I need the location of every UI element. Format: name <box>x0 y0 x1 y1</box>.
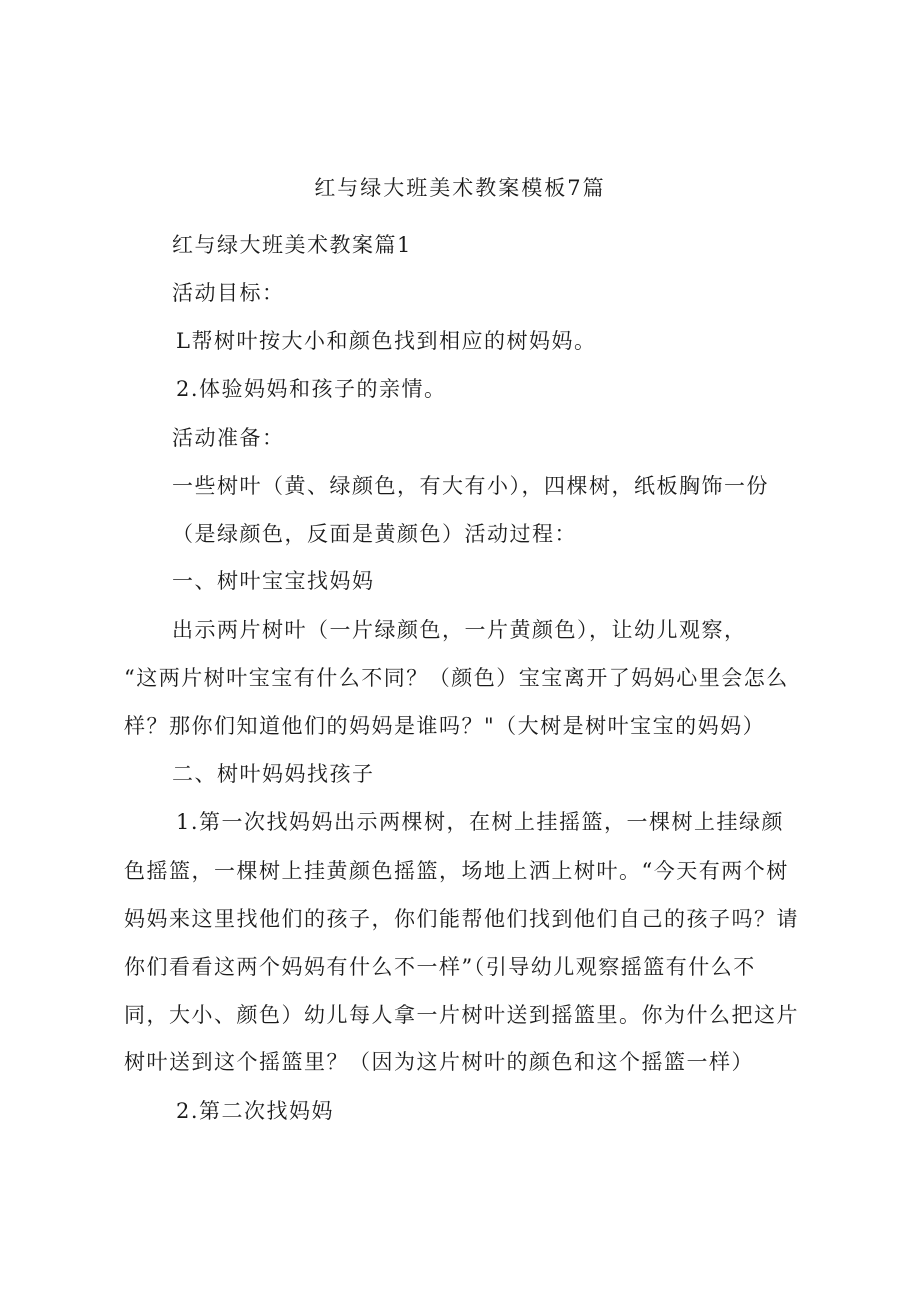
paragraph-line: L帮树叶按大小和颜色找到相应的树妈妈。 <box>176 329 597 353</box>
paragraph-line: 树叶送到这个摇篮里？（因为这片树叶的颜色和这个摇篮一样） <box>124 1050 754 1074</box>
paragraph-line: 2.体验妈妈和孩子的亲情。 <box>176 377 447 401</box>
paragraph-line: 一些树叶（黄、绿颜色，有大有小），四棵树，纸板胸饰一份 <box>172 474 769 498</box>
paragraph-line: 2.第二次找妈妈 <box>176 1099 335 1123</box>
paragraph-line: 妈妈来这里找他们的孩子，你们能帮他们找到他们自己的孩子吗？请 <box>124 907 799 931</box>
paragraph-line: 同，大小、颜色）幼儿每人拿一片树叶送到摇篮里。你为什么把这片 <box>124 1003 799 1027</box>
section-heading: 红与绿大班美术教案篇1 <box>172 233 412 257</box>
paragraph-line: 你们看看这两个妈妈有什么不一样”（引导幼儿观察摇篮有什么不 <box>124 955 756 979</box>
paragraph-line: 出示两片树叶（一片绿颜色，一片黄颜色），让幼儿观察， <box>172 618 747 642</box>
paragraph-line: “这两片树叶宝宝有什么不同？（颜色）宝宝离开了妈妈心里会怎么 <box>124 666 789 690</box>
paragraph-line: 样？那你们知道他们的妈妈是谁吗？"（大树是树叶宝宝的妈妈） <box>124 714 766 738</box>
paragraph-line: 一、树叶宝宝找妈妈 <box>172 569 375 593</box>
paragraph-line: （是绿颜色，反面是黄颜色）活动过程： <box>172 522 577 546</box>
paragraph-line: 活动目标： <box>172 281 285 305</box>
paragraph-line: 二、树叶妈妈找孩子 <box>172 762 375 786</box>
paragraph-line: 色摇篮，一棵树上挂黄颜色摇篮，场地上洒上树叶。“今天有两个树 <box>124 859 789 883</box>
paragraph-line: 活动准备： <box>172 426 285 450</box>
paragraph-line: 1.第一次找妈妈出示两棵树，在树上挂摇篮，一棵树上挂绿颜 <box>176 810 785 834</box>
document-title: 红与绿大班美术教案模板7篇 <box>314 176 606 200</box>
